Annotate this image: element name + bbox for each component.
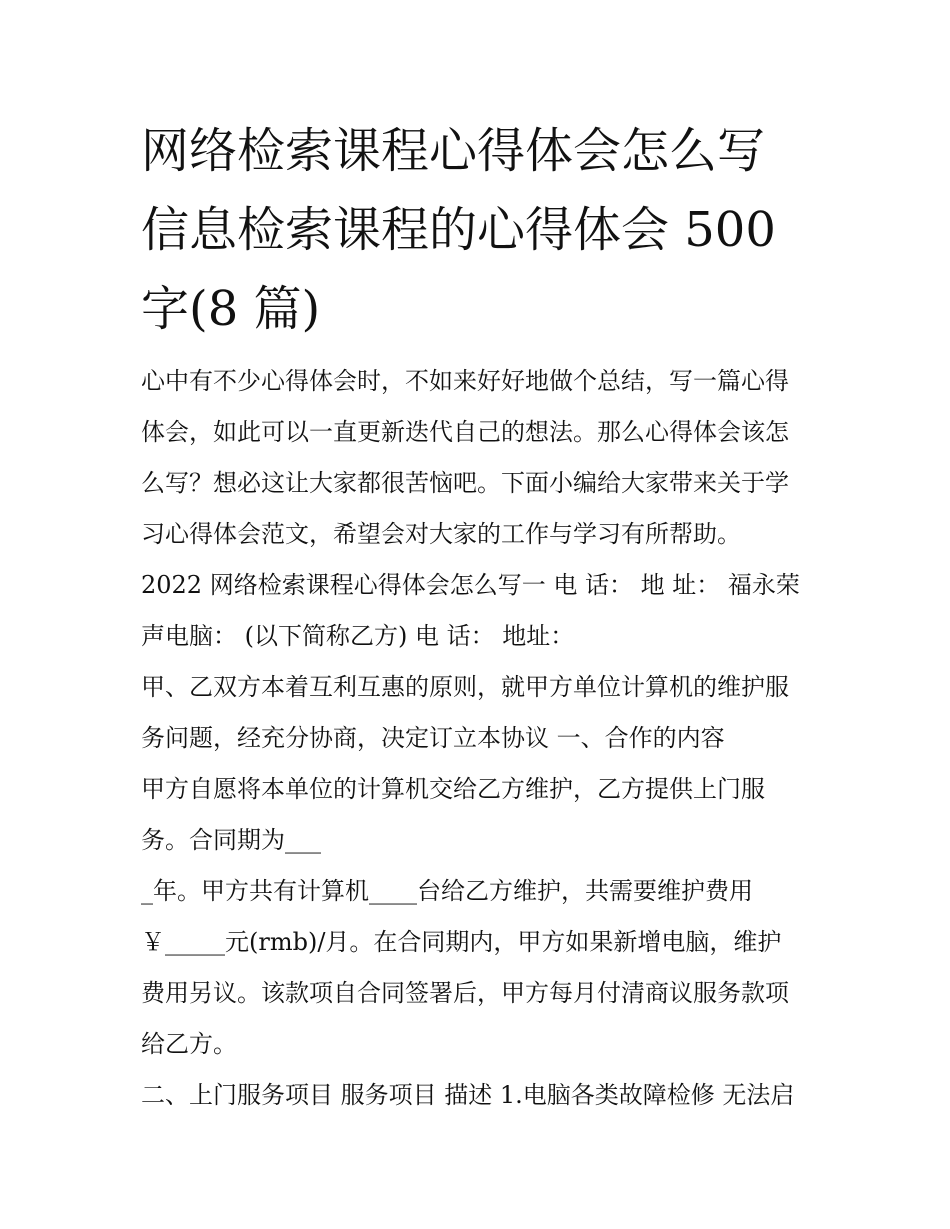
body-line-7: 甲、乙双方本着互利互惠的原则，就甲方单位计算机的维护服 <box>141 673 789 701</box>
body-line-15: 二、上门服务项目 服务项目 描述 1.电脑各类故障检修 无法启 <box>141 1081 795 1109</box>
document-title <box>141 112 821 349</box>
body-line-8: 务问题，经充分协商，决定订立本协议 一、合作的内容 <box>141 724 725 752</box>
body-line-2: 体会，如此可以一直更新迭代自己的想法。那么心得体会该怎 <box>141 418 789 446</box>
body-line-10: 务。合同期为___ <box>141 826 321 854</box>
title-line-3: 字(8 篇) <box>141 281 321 337</box>
body-line-3: 么写？想必这让大家都很苦恼吧。下面小编给大家带来关于学 <box>141 469 789 497</box>
body-line-13: 费用另议。该款项自合同签署后，甲方每月付清商议服务款项 <box>141 979 789 1007</box>
body-line-12: ￥_____元(rmb)/月。在合同期内，甲方如果新增电脑，维护 <box>141 928 782 956</box>
document-body <box>141 356 821 1121</box>
body-line-5: 2022 网络检索课程心得体会怎么写一 电 话： 地 址： 福永荣 <box>141 571 800 599</box>
body-line-9: 甲方自愿将本单位的计算机交给乙方维护，乙方提供上门服 <box>141 775 765 803</box>
body-line-1: 心中有不少心得体会时，不如来好好地做个总结，写一篇心得 <box>141 367 789 395</box>
title-line-1: 网络检索课程心得体会怎么写 <box>141 123 766 179</box>
title-line-2: 信息检索课程的心得体会 500 <box>141 202 776 258</box>
body-line-4: 习心得体会范文，希望会对大家的工作与学习有所帮助。 <box>141 520 741 548</box>
body-line-6: 声电脑： (以下简称乙方) 电 话： 地址： <box>141 622 575 650</box>
body-line-11: _年。甲方共有计算机____台给乙方维护，共需要维护费用 <box>141 877 753 905</box>
body-line-14: 给乙方。 <box>141 1030 237 1058</box>
